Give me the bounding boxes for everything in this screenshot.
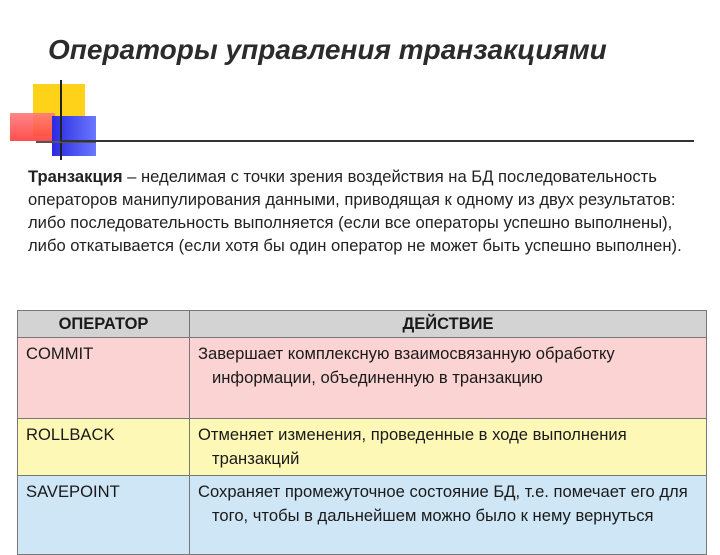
slide-title: Операторы управления транзакциями	[48, 34, 607, 65]
definition-text: – неделимая с точки зрения воздействия на БД последовательность операторов манипулирования данными, приводящая к одному из двух результатов: либо последовательность выполняется (если все операторы успешно выполнены), либо откатывается (если хотя бы один оператор не может быть успешно выполнен).	[28, 167, 682, 255]
action-cell: Завершает комплексную взаимосвязанную обработку информации, объединенную в транзакцию	[190, 338, 707, 419]
title-underline	[60, 140, 694, 142]
definition-paragraph	[28, 165, 693, 257]
decorative-squares	[0, 0, 110, 170]
red-square	[10, 113, 55, 141]
definition-term: Транзакция	[28, 167, 123, 186]
header-operator: ОПЕРАТОР	[18, 311, 190, 338]
table-row	[18, 338, 707, 419]
vertical-line	[60, 80, 62, 160]
operator-cell: COMMIT	[18, 338, 190, 419]
header-action: ДЕЙСТВИЕ	[190, 311, 707, 338]
operator-cell: SAVEPOINT	[18, 476, 190, 555]
blue-square	[52, 116, 96, 156]
table-header-row	[18, 311, 707, 338]
action-cell: Отменяет изменения, проведенные в ходе выполнения транзакций	[190, 419, 707, 476]
operator-cell: ROLLBACK	[18, 419, 190, 476]
table-row	[18, 419, 707, 476]
table-row	[18, 476, 707, 555]
action-cell: Сохраняет промежуточное состояние БД, т.е. помечает его для того, чтобы в дальнейшем можно было к нему вернуться	[190, 476, 707, 555]
operators-table	[17, 310, 707, 555]
